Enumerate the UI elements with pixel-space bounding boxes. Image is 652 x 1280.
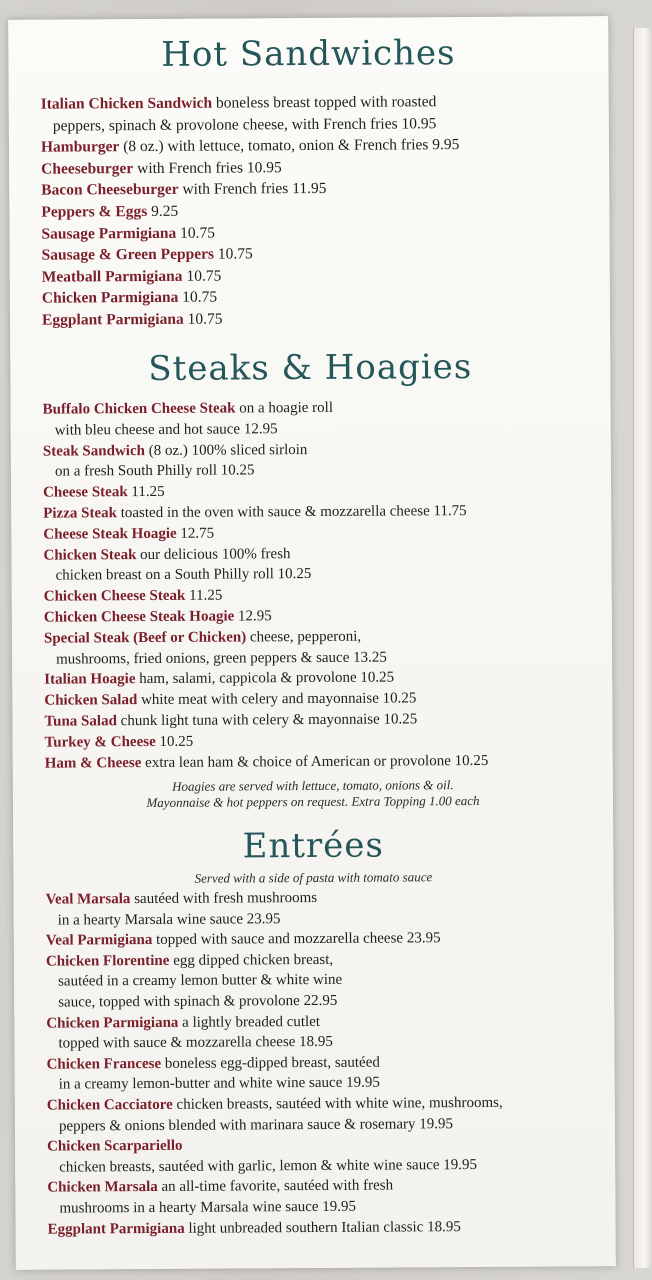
- menu-item-description-continued: chicken breast on a South Philly roll 10.25: [55, 566, 312, 584]
- menu-item-description: toasted in the oven with sauce & mozzarella cheese 11.75: [116, 503, 467, 522]
- menu-item-name: Chicken Salad: [44, 692, 138, 709]
- hot-sandwiches-title: Hot Sandwiches: [161, 33, 456, 75]
- menu-item-name: Cheese Steak Hoagie: [43, 525, 177, 543]
- menu-item: [47, 1133, 607, 1178]
- menu-item-description-continued: sauce, topped with spinach & provolone 22.95: [58, 992, 338, 1011]
- menu-item-description: light unbreaded southern Italian classic 18.95: [184, 1218, 461, 1237]
- menu-item-description: extra lean ham & choice of American or provolone 10.25: [141, 752, 489, 771]
- menu-item-name: Peppers & Eggs: [41, 202, 148, 221]
- menu-item-description-continued: mushrooms, fried onions, green peppers & sauce 13.25: [56, 649, 387, 668]
- menu-item-description-continued: chicken breasts, sautéed with garlic, lemon & white wine sauce 19.95: [59, 1156, 478, 1176]
- menu-item-description: 11.25: [185, 587, 223, 604]
- menu-item-name: Buffalo Chicken Cheese Steak: [42, 400, 236, 418]
- menu-item: [45, 750, 605, 774]
- menu-item: [43, 438, 603, 483]
- menu-item-name: Steak Sandwich: [42, 442, 145, 460]
- menu-item-name: Pizza Steak: [43, 505, 117, 522]
- menu-item-description-continued: sautéed in a creamy lemon butter & white wine: [58, 972, 343, 990]
- menu-item-description: ham, salami, cappicola & provolone 10.25: [135, 669, 395, 688]
- adjacent-page-edge: [633, 28, 652, 1268]
- menu-item-description-continued: mushrooms in a hearty Marsala wine sauce 19.95: [59, 1198, 357, 1217]
- menu-item-name: Chicken Scarpariello: [47, 1137, 183, 1155]
- hoagie-note: [13, 776, 613, 812]
- menu-item-description-continued: peppers, spinach & provolone cheese, with French fries 10.95: [52, 114, 437, 135]
- menu-item-name: Chicken Florentine: [45, 952, 170, 970]
- menu-item-description: (8 oz.) with lettuce, tomato, onion & French fries 9.95: [119, 136, 460, 156]
- menu-item-description: cheese, pepperoni,: [246, 628, 362, 646]
- menu-item: [43, 542, 603, 587]
- hot-sandwiches-list: [41, 90, 602, 331]
- menu-item-description: egg dipped chicken breast,: [169, 951, 334, 969]
- menu-item: [46, 886, 606, 931]
- menu-item-description: 10.25: [155, 733, 194, 750]
- menu-item-description: 11.25: [127, 484, 165, 501]
- entrees-note: Served with a side of pasta with tomato sauce: [194, 869, 433, 886]
- menu-item-description: 9.25: [147, 202, 179, 220]
- menu-item-name: Chicken Cheese Steak Hoagie: [43, 608, 235, 626]
- menu-item: [44, 625, 604, 670]
- menu-item-name: Sausage Parmigiana: [41, 224, 177, 243]
- menu-item: [47, 1051, 607, 1096]
- menu-item-description: topped with sauce and mozzarella cheese 23.95: [152, 930, 441, 949]
- menu-item: [48, 1216, 608, 1240]
- menu-item: [46, 948, 606, 1013]
- menu-item-name: Chicken Cacciatore: [46, 1096, 173, 1114]
- menu-item-name: Hamburger: [40, 138, 120, 156]
- menu-item-description: 10.75: [213, 245, 253, 263]
- steaks-hoagies-title: Steaks & Hoagies: [148, 347, 473, 389]
- menu-item-description-continued: peppers & onions blended with marinara sauce & rosemary 19.95: [58, 1115, 454, 1135]
- menu-item-description: chunk light tuna with celery & mayonnaise 10.25: [116, 711, 418, 730]
- menu-item-description-continued: in a hearty Marsala wine sauce 23.95: [57, 910, 281, 929]
- menu-item-name: Ham & Cheese: [44, 754, 142, 772]
- menu-item-name: Italian Hoagie: [44, 671, 136, 688]
- hoagie-note-line-1: Hoagies are served with lettuce, tomato, onions & oil.: [172, 777, 454, 794]
- menu-item: [47, 1175, 607, 1220]
- menu-item-name: Tuna Salad: [44, 713, 117, 730]
- menu-item-description: on a hoagie roll: [235, 399, 334, 417]
- menu-item-name: Meatball Parmigiana: [41, 267, 183, 286]
- menu-item-name: Chicken Parmigiana: [46, 1014, 179, 1032]
- menu-item-description-continued: on a fresh South Philly roll 10.25: [54, 462, 255, 480]
- menu-item-description: our delicious 100% fresh: [136, 545, 291, 563]
- menu-item-description: with French fries 11.95: [178, 180, 327, 199]
- menu-item-description: white meat with celery and mayonnaise 10.25: [137, 690, 417, 709]
- steaks-hoagies-list: [43, 396, 605, 774]
- menu-item-description: sautéed with fresh mushrooms: [130, 889, 318, 908]
- menu-item-name: Sausage & Green Peppers: [41, 245, 215, 264]
- menu-item-name: Chicken Francese: [46, 1055, 162, 1073]
- menu-item-description: with French fries 10.95: [133, 158, 282, 177]
- menu-item-description: boneless egg-dipped breast, sautéed: [161, 1054, 380, 1072]
- menu-item: [46, 1010, 606, 1055]
- menu-item-name: Chicken Steak: [43, 546, 137, 564]
- menu-item-name: Cheese Steak: [43, 484, 128, 501]
- menu-item-description: boneless breast topped with roasted: [212, 93, 437, 112]
- menu-item-name: Bacon Cheeseburger: [41, 181, 179, 200]
- menu-page: [8, 16, 616, 1270]
- menu-item-name: Cheeseburger: [41, 159, 134, 178]
- menu-item-name: Eggplant Parmigiana: [41, 310, 184, 329]
- menu-item-name: Chicken Cheese Steak: [43, 587, 186, 605]
- menu-item-description-continued: with bleu cheese and hot sauce 12.95: [54, 421, 278, 439]
- menu-item-name: Veal Parmigiana: [45, 932, 153, 949]
- menu-item-description: a lightly breaded cutlet: [178, 1013, 321, 1031]
- entrees-list: [46, 886, 608, 1240]
- menu-item: [42, 306, 602, 331]
- menu-item-name: Chicken Parmigiana: [41, 289, 179, 307]
- menu-item-name: Chicken Marsala: [47, 1179, 158, 1196]
- menu-item-description: 10.75: [183, 310, 223, 328]
- menu-item-description-continued: in a creamy lemon-butter and white wine sauce 19.95: [58, 1074, 380, 1093]
- menu-item: [47, 1092, 607, 1137]
- hoagie-note-line-2: Mayonnaise & hot peppers on request. Extra Topping 1.00 each: [146, 792, 480, 811]
- menu-item-name: Special Steak (Beef or Chicken): [43, 629, 247, 647]
- menu-item-description: an all-time favorite, sautéed with fresh: [157, 1177, 394, 1196]
- menu-item-name: Turkey & Cheese: [44, 733, 156, 751]
- menu-item-description: 10.75: [176, 224, 216, 242]
- entrees-title: Entrées: [242, 825, 385, 867]
- menu-item: [43, 396, 603, 441]
- menu-item-description-continued: topped with sauce & mozzarella cheese 18.95: [58, 1034, 333, 1052]
- menu-item-description: (8 oz.) 100% sliced sirloin: [144, 441, 308, 459]
- menu-item-description: 10.75: [182, 267, 222, 285]
- menu-item-description: 12.95: [234, 608, 272, 625]
- menu-item-description: 12.75: [176, 525, 215, 542]
- menu-item-description: chicken breasts, sautéed with white wine, mushrooms,: [172, 1094, 503, 1113]
- menu-item-name: Veal Marsala: [45, 891, 131, 908]
- menu-item-description: 10.75: [178, 288, 218, 307]
- menu-item-name: Eggplant Parmigiana: [47, 1220, 185, 1238]
- menu-item: [41, 90, 601, 137]
- menu-item-name: Italian Chicken Sandwich: [40, 94, 213, 113]
